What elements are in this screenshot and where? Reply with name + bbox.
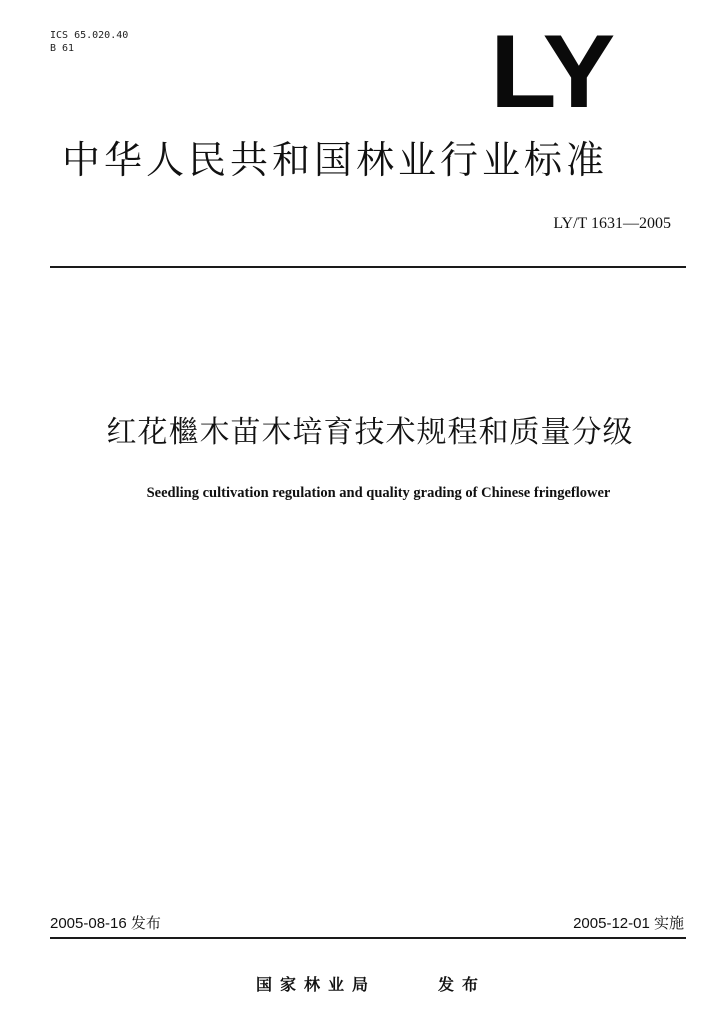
standard-category-title: 中华人民共和国林业行业标准 [62,138,609,182]
ccs-code: B 61 [50,43,75,54]
publisher-name: 国家林业局 [256,975,377,994]
standard-number: LY/T 1631—2005 [553,215,671,232]
issue-date: 2005-08-16 发布 [50,915,161,932]
effective-date: 2005-12-01 实施 [573,915,684,932]
footer-divider [50,937,686,939]
header-divider [50,266,686,268]
document-title-chinese: 红花檵木苗木培育技术规程和质量分级 [106,415,634,450]
document-title-english: Seedling cultivation regulation and quality grading of Chinese fringeflower [146,485,611,501]
ly-logo: LY [490,14,612,130]
ics-code: ICS 65.020.40 [50,30,129,41]
publish-label: 发布 [438,975,487,994]
classification-block [50,29,128,55]
